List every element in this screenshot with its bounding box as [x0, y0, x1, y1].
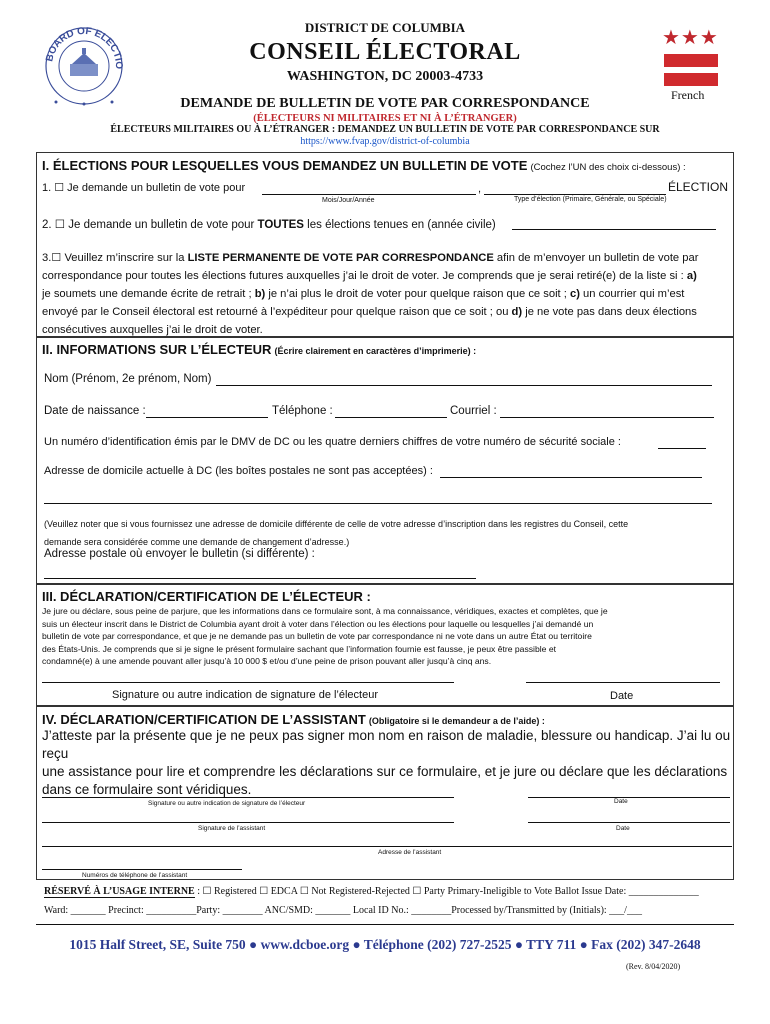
voter-date-field[interactable]: [526, 682, 720, 683]
cond-a: a): [686, 270, 697, 282]
form-subtitle: (ÉLECTEURS NI MILITAIRES ET NI À L’ÉTRANGER): [253, 113, 517, 124]
section-4-title: IV. DÉCLARATION/CERTIFICATION DE L’ASSISTANT: [42, 712, 366, 727]
name-label: Nom (Prénom, 2e prénom, Nom): [44, 373, 212, 385]
seal-text: BOARD OF ELECTIO: [44, 25, 125, 70]
option-3-line4a: envoyé par le Conseil électoral est retourné à l’expéditeur pour quelque raison que ce soit ; ou: [42, 306, 512, 318]
option-1-type-hint: Type d’élection (Primaire, Générale, ou Spéciale): [514, 196, 667, 203]
section-2-note: (Écrire clairement en caractères d’imprimerie) :: [274, 346, 477, 356]
option-3-line4c: je ne vote pas dans deux élections: [522, 306, 697, 318]
option-3-b: LISTE PERMANENTE DE VOTE PAR CORRESPONDANCE: [187, 252, 494, 264]
option-2-year-field[interactable]: [512, 229, 716, 230]
assistant-date-1-label: Date: [614, 798, 628, 805]
office-use-label: RÉSERVÉ À L’USAGE INTERNE: [44, 886, 195, 897]
phone-label: Téléphone :: [272, 405, 333, 417]
voter-signature-label: Signature ou autre indication de signature de l’électeur: [112, 689, 379, 701]
revision-label: (Rev. 8/04/2020): [626, 962, 681, 971]
address-note-2: demande sera considérée comme une demande de changement d’adresse.): [44, 537, 350, 547]
section-3-title: III. DÉCLARATION/CERTIFICATION DE L’ÉLECTEUR :: [42, 589, 371, 604]
assistant-voter-signature-label: Signature ou autre indication de signature de l’électeur: [148, 800, 306, 807]
option-3-line3c: je n’ai plus le droit de voter pour quelque raison que ce soit ;: [265, 288, 570, 300]
option-1-type-field[interactable]: [484, 194, 666, 195]
home-address-label: Adresse de domicile actuelle à DC (les boîtes postales ne sont pas acceptées) :: [44, 465, 433, 477]
dc-flag: [662, 28, 720, 88]
assistant-date-1-field[interactable]: [528, 797, 730, 798]
language-label: French: [671, 88, 705, 102]
option-2-pre[interactable]: 2. ☐ Je demande un bulletin de vote pour: [42, 219, 258, 231]
id-field[interactable]: [658, 448, 706, 449]
assistant-text-3: dans ce formulaire sont véridiques.: [42, 782, 252, 797]
cond-b: b): [254, 288, 266, 300]
option-1-date-field[interactable]: [262, 194, 476, 195]
home-address-field-2[interactable]: [44, 503, 712, 504]
declaration-line-4: des États-Unis. Je comprends que si je signe le présent formulaire sachant que l’information fournie est fausse, je peux être passible et: [42, 643, 556, 654]
assistant-phone-label: Numéros de téléphone de l’assistant: [82, 872, 188, 879]
form-title: DEMANDE DE BULLETIN DE VOTE PAR CORRESPONDANCE: [180, 96, 590, 111]
option-3-line5: consécutives auxquelles j’ai le droit de voter.: [42, 324, 263, 336]
option-2-post: les élections tenues en (année civile): [303, 219, 496, 231]
flag-stars: ★★★: [662, 27, 719, 49]
option-3-line3a: je soumets une demande écrite de retrait ;: [42, 288, 255, 300]
voter-date-label: Date: [610, 690, 634, 702]
assistant-signature-field[interactable]: [42, 822, 454, 823]
cond-d: d): [511, 306, 523, 318]
board-address: WASHINGTON, DC 20003-4733: [286, 69, 484, 84]
cond-c: c): [569, 288, 580, 300]
mailing-address-field[interactable]: [44, 578, 476, 579]
option-2-bold: TOUTES: [257, 219, 304, 231]
name-field[interactable]: [216, 385, 712, 386]
declaration-line-1: Je jure ou déclare, sous peine de parjure, que les informations dans ce formulaire sont, à ma connaissance, véridiques, exactes et complètes, que je: [42, 606, 608, 616]
footer-contact: 1015 Half Street, SE, Suite 750 ● www.dcboe.org ● Téléphone (202) 727-2525 ● TTY 711 ● Fax (202) 347-2648: [69, 937, 701, 952]
section-1-note: (Cochez l’UN des choix ci-dessous) :: [530, 162, 686, 173]
option-3-line2: correspondance pour toutes les élections futures auxquelles j’ai le droit de voter. Je comprends que je serai retiré(e) de la liste si :: [42, 270, 687, 282]
assistant-phone-field[interactable]: [42, 869, 242, 870]
assistant-signature-label: Signature de l’assistant: [198, 825, 266, 832]
military-notice: ÉLECTEURS MILITAIRES OU À L’ÉTRANGER : DEMANDEZ UN BULLETIN DE VOTE PAR CORRESPONDANCE SUR: [110, 124, 660, 135]
id-label: Un numéro d’identification émis par le DMV de DC ou les quatre derniers chiffres de votre numéro de sécurité sociale :: [44, 436, 621, 448]
assistant-date-2-field[interactable]: [528, 822, 730, 823]
section-1-title: I. ÉLECTIONS POUR LESQUELLES VOUS DEMANDEZ UN BULLETIN DE VOTE: [42, 158, 528, 173]
option-3-line3e: un courrier qui m’est: [579, 288, 685, 300]
dob-field[interactable]: [146, 417, 268, 418]
option-1-suffix: ÉLECTION: [668, 180, 729, 194]
option-3-a[interactable]: 3.☐ Veuillez m’inscrire sur la: [42, 252, 188, 264]
assistant-text-1: J’atteste par la présente que je ne peux pas signer mon nom en raison de maladie, blessure ou handicap. J’ai lu ou reçu: [42, 728, 731, 761]
assistant-text-2: une assistance pour lire et comprendre les déclarations sur ce formulaire, et je jure ou déclare que les déclarations: [42, 764, 728, 779]
board-heading: CONSEIL ÉLECTORAL: [249, 39, 521, 65]
declaration-line-3: bulletin de vote par correspondance, et que je ne demande pas un bulletin de vote par correspondance ni ne vote dans un autre État ou territoire: [42, 631, 592, 641]
district-heading: DISTRICT DE COLUMBIA: [304, 20, 466, 35]
declaration-line-2: suis un électeur inscrit dans le District de Columbia ayant droit à voter dans l’élection ou les élections pour laquelle ou lesquelles j’ai demandé un: [42, 618, 594, 629]
voter-signature-field[interactable]: [42, 682, 454, 683]
address-note-1: (Veuillez noter que si vous fournissez une adresse de domicile différente de celle de votre adresse d’inscription dans les registres du Conseil, cette: [44, 519, 629, 529]
home-address-field[interactable]: [440, 477, 702, 478]
dob-label: Date de naissance :: [44, 405, 146, 417]
office-use-line-1: : ☐ Registered ☐ EDCA ☐ Not Registered-Rejected ☐ Party Primary-Ineligible to Vote Ballot Issue Date: ______________: [194, 886, 699, 897]
mailing-address-label: Adresse postale où envoyer le bulletin (si différente) :: [44, 548, 315, 560]
assistant-date-2-label: Date: [616, 825, 630, 832]
email-label: Courriel :: [450, 405, 497, 417]
fvap-link[interactable]: https://www.fvap.gov/district-of-columbia: [300, 136, 470, 147]
section-2-title: II. INFORMATIONS SUR L’ÉLECTEUR: [42, 342, 272, 357]
assistant-address-field[interactable]: [42, 846, 732, 847]
assistant-address-label: Adresse de l’assistant: [378, 849, 442, 856]
phone-field[interactable]: [335, 417, 447, 418]
option-3-c: afin de m’envoyer un bulletin de vote par: [493, 252, 699, 264]
option-1-date-hint: Mois/Jour/Année: [322, 197, 375, 204]
email-field[interactable]: [500, 417, 714, 418]
assistant-voter-signature-field[interactable]: [42, 797, 454, 798]
option-1-label[interactable]: 1. ☐ Je demande un bulletin de vote pour: [42, 182, 246, 194]
declaration-line-5: condamné(e) à une amende pouvant aller jusqu’à 10 000 $ et/ou d’une peine de prison pouvant aller jusqu’à cinq ans.: [42, 656, 492, 666]
footer-divider: [36, 924, 734, 925]
section-4-note: (Obligatoire si le demandeur a de l’aide) :: [368, 716, 545, 726]
office-use-line-2: Ward: _______ Precinct: __________Party: ________ ANC/SMD: _______ Local ID No.: ________Processed by/Transmitted by (Initials): ___/___: [44, 905, 642, 916]
